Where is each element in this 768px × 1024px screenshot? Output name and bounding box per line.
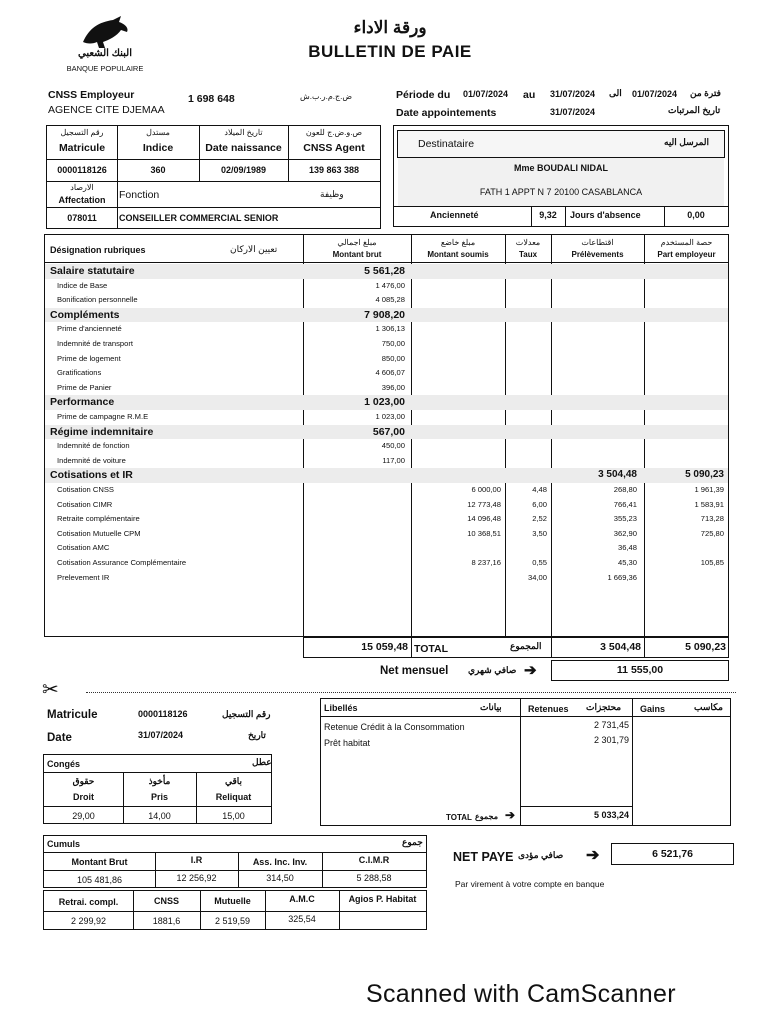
table-row bbox=[0, 556, 768, 571]
stub-date-label: Date bbox=[47, 732, 72, 744]
indice-value: 360 bbox=[150, 165, 166, 175]
table-row bbox=[0, 410, 768, 425]
recipient-name: Mme BOUDALI NIDAL bbox=[514, 163, 608, 173]
cumuls-retrai-label: Retrai. compl. bbox=[58, 897, 119, 907]
net-paye-value: 6 521,76 bbox=[652, 848, 693, 860]
row-label: Prime de Panier bbox=[57, 382, 112, 392]
affectation-value: 078011 bbox=[67, 213, 97, 223]
row-brut: 396,00 bbox=[381, 382, 405, 392]
cumuls-cimr-value: 5 288,58 bbox=[356, 873, 392, 883]
row-brut: 1 476,00 bbox=[375, 280, 405, 290]
period-au: au bbox=[523, 89, 536, 101]
appointements-value: 31/07/2024 bbox=[550, 107, 596, 117]
row-brut: 7 908,20 bbox=[364, 308, 405, 321]
cnss-employer-value: 1 698 648 bbox=[188, 93, 235, 105]
cumuls-mutuelle-value: 2 519,59 bbox=[214, 916, 251, 926]
row-label: Cotisation Assurance Complémentaire bbox=[57, 558, 187, 567]
birth-label: Date naissance bbox=[205, 142, 282, 154]
title-fr: BULLETIN DE PAIE bbox=[308, 42, 472, 61]
row-label: Indemnité de transport bbox=[57, 339, 133, 348]
absence-label: Jours d'absence bbox=[570, 210, 641, 220]
row-taux: 3,50 bbox=[532, 528, 547, 538]
matricule-value: 0000118126 bbox=[57, 165, 107, 175]
cumuls-retrai-value: 2 299,92 bbox=[70, 916, 107, 926]
row-label: Cotisation Mutuelle CPM bbox=[57, 528, 141, 538]
cumuls-cnss-value: 1881,6 bbox=[152, 916, 181, 926]
row-label: Bonification personnelle bbox=[57, 295, 138, 305]
row-brut: 1 023,00 bbox=[375, 412, 405, 421]
row-employeur: 1 583,91 bbox=[694, 499, 724, 509]
fonction-label-ar: وظيفة bbox=[320, 189, 344, 199]
conges-reliquat-ar: باقي bbox=[224, 776, 243, 786]
libelles-label-ar: بيانات bbox=[480, 702, 502, 712]
camscanner-watermark: Scanned with CamScanner bbox=[366, 980, 676, 1008]
row-employeur: 1 961,39 bbox=[694, 485, 724, 494]
row-label: Indemnité de voiture bbox=[57, 455, 126, 465]
table-section-row bbox=[0, 425, 768, 440]
total-employeur: 5 090,23 bbox=[685, 641, 726, 653]
cnss-agent-label: CNSS Agent bbox=[303, 142, 365, 154]
row-prelev: 36,48 bbox=[617, 543, 637, 553]
row-brut: 5 561,28 bbox=[364, 265, 405, 277]
row-label: Prime d'ancienneté bbox=[57, 324, 122, 334]
row-brut: 4 606,07 bbox=[375, 368, 405, 378]
header-designation-ar: تعيين الاركان bbox=[230, 244, 278, 254]
row-brut: 4 085,28 bbox=[375, 295, 405, 305]
table-row bbox=[0, 454, 768, 469]
cumuls-ir-value: 12 256,92 bbox=[176, 873, 217, 883]
net-paye-arrow-icon: ➔ bbox=[586, 847, 600, 864]
cumuls-title: Cumuls bbox=[47, 839, 81, 849]
cumuls-brut-value: 105 481,86 bbox=[76, 875, 123, 885]
scissors-icon: ✂ bbox=[42, 679, 59, 701]
destinataire-label: Destinataire bbox=[418, 138, 475, 150]
header-brut-ar: مبلغ اجمالي bbox=[337, 238, 377, 247]
conges-pris-ar: مأخوذ bbox=[148, 776, 171, 786]
header-employeur-ar: حصة المستخدم bbox=[660, 238, 713, 247]
period-ila-ar: الى bbox=[609, 88, 622, 98]
agency-name: AGENCE CITE DJEMAA bbox=[48, 104, 165, 116]
row-brut: 1 306,13 bbox=[375, 324, 405, 334]
retenues-label-ar: محتجزات bbox=[586, 702, 622, 712]
row-prelev: 3 504,48 bbox=[598, 469, 637, 481]
stub-item-retenue: 2 731,45 bbox=[593, 720, 629, 730]
table-row bbox=[0, 337, 768, 352]
row-label: Cotisations et IR bbox=[50, 469, 133, 482]
stub-matricule-value: 0000118126 bbox=[138, 709, 188, 719]
row-brut: 750,00 bbox=[381, 339, 405, 348]
stub-date-ar: تاريخ bbox=[248, 730, 266, 740]
table-row bbox=[0, 279, 768, 294]
table-section-row bbox=[0, 264, 768, 279]
table-row bbox=[0, 571, 768, 586]
cumuls-amc-value: 325,54 bbox=[288, 914, 316, 924]
indice-label-ar: مستدل bbox=[146, 128, 170, 137]
stub-item-label: Prêt habitat bbox=[324, 738, 371, 748]
conges-droit-value: 29,00 bbox=[72, 811, 95, 821]
row-employeur: 725,80 bbox=[700, 528, 724, 538]
header-prelev-ar: اقتطاعات bbox=[581, 238, 614, 247]
row-soumis: 6 000,00 bbox=[471, 485, 501, 494]
row-label: Cotisation CNSS bbox=[57, 485, 114, 494]
cumuls-brut-label: Montant Brut bbox=[71, 857, 128, 867]
table-section-row bbox=[0, 395, 768, 410]
cumuls-amc-label: A.M.C bbox=[289, 894, 315, 904]
affectation-label-ar: الارصاد bbox=[70, 183, 94, 192]
anciennete-value: 9,32 bbox=[539, 210, 557, 220]
table-row bbox=[0, 527, 768, 542]
gains-label-ar: مكاسب bbox=[694, 702, 723, 712]
destinataire-label-ar: المرسل اليه bbox=[664, 137, 710, 147]
stub-total-value: 5 033,24 bbox=[593, 810, 629, 820]
table-row bbox=[0, 512, 768, 527]
period-label-ar: فترة من bbox=[690, 88, 721, 98]
row-prelev: 1 669,36 bbox=[607, 572, 637, 582]
appointements-label: Date appointements bbox=[396, 107, 497, 119]
conges-reliquat-label: Reliquat bbox=[215, 792, 252, 802]
cumuls-ass-label: Ass. Inc. Inv. bbox=[252, 857, 308, 867]
cumuls-ass-value: 314,50 bbox=[266, 873, 294, 883]
row-soumis: 8 237,16 bbox=[471, 558, 501, 567]
row-soumis: 12 773,48 bbox=[467, 499, 501, 509]
cnss-agent-label-ar: ص.و.ض.ج للعون bbox=[305, 128, 363, 137]
cumuls-cnss-label: CNSS bbox=[153, 896, 179, 906]
total-prelev: 3 504,48 bbox=[600, 641, 641, 653]
header-prelev: Prélèvements bbox=[571, 250, 624, 259]
net-mensuel-label: Net mensuel bbox=[380, 665, 449, 677]
row-label: Salaire statutaire bbox=[50, 265, 135, 277]
stub-date-value: 31/07/2024 bbox=[138, 730, 184, 740]
row-brut: 850,00 bbox=[381, 353, 405, 363]
total-brut: 15 059,48 bbox=[361, 641, 408, 653]
row-label: Cotisation CIMR bbox=[57, 499, 113, 509]
table-row bbox=[0, 541, 768, 556]
row-brut: 450,00 bbox=[381, 441, 405, 451]
birth-label-ar: تاريخ الميلاد bbox=[224, 128, 263, 137]
row-brut: 1 023,00 bbox=[364, 396, 405, 409]
stub-item-label: Retenue Crédit à la Consommation bbox=[324, 722, 465, 732]
cumuls-cimr-label: C.I.M.R bbox=[358, 855, 390, 865]
row-taux: 34,00 bbox=[527, 572, 547, 582]
period-to: 31/07/2024 bbox=[550, 89, 596, 99]
cut-line bbox=[86, 692, 736, 693]
row-taux: 4,48 bbox=[532, 485, 547, 494]
table-row bbox=[0, 498, 768, 513]
row-label: Gratifications bbox=[57, 368, 102, 378]
row-employeur: 105,85 bbox=[700, 558, 724, 567]
stub-arrow-icon: ➔ bbox=[505, 808, 516, 822]
conges-droit-label: Droit bbox=[73, 792, 94, 802]
table-row bbox=[0, 293, 768, 308]
header-taux-ar: معدلات bbox=[515, 238, 541, 247]
indice-label: Indice bbox=[142, 142, 174, 154]
retenues-label: Retenues bbox=[528, 704, 569, 714]
matricule-label-ar: رقم التسجيل bbox=[60, 128, 104, 137]
row-label: Performance bbox=[50, 396, 115, 409]
matricule-label: Matricule bbox=[58, 142, 106, 154]
period-from: 01/07/2024 bbox=[463, 89, 509, 99]
table-row bbox=[0, 352, 768, 367]
row-taux: 0,55 bbox=[532, 558, 547, 567]
header-designation: Désignation rubriques bbox=[50, 245, 146, 255]
fonction-value: CONSEILLER COMMERCIAL SENIOR bbox=[119, 213, 279, 223]
bank-name-fr: BANQUE POPULAIRE bbox=[66, 64, 144, 73]
appointements-label-ar: تاريخ المرتبات bbox=[668, 105, 721, 115]
net-paye-label-ar: صافي مؤدى bbox=[518, 850, 564, 860]
cumuls-ir-label: I.R bbox=[190, 855, 203, 865]
recipient-address: FATH 1 APPT N 7 20100 CASABLANCA bbox=[479, 187, 643, 197]
row-brut: 567,00 bbox=[372, 425, 405, 438]
total-label-ar: المجموع bbox=[510, 641, 542, 651]
stub-total-label-ar: مجموع bbox=[475, 812, 498, 821]
cnss-agent-value: 139 863 388 bbox=[308, 165, 360, 175]
anciennete-label: Ancienneté bbox=[430, 210, 479, 220]
row-employeur: 5 090,23 bbox=[685, 469, 724, 481]
total-label: TOTAL bbox=[414, 643, 449, 655]
table-row bbox=[0, 483, 768, 498]
bank-name-ar: البنك الشعبي bbox=[78, 48, 132, 59]
title-ar: ورقة الاداء bbox=[353, 18, 427, 37]
conges-title-ar: عطل bbox=[252, 757, 272, 767]
stub-matricule-label: Matricule bbox=[47, 709, 98, 721]
row-label: Compléments bbox=[50, 308, 120, 321]
row-label: Régime indemnitaire bbox=[50, 425, 154, 438]
conges-reliquat-value: 15,00 bbox=[222, 811, 245, 821]
table-row bbox=[0, 439, 768, 454]
table-row bbox=[0, 381, 768, 396]
row-prelev: 268,80 bbox=[613, 485, 637, 494]
cumuls-agios-label: Agios P. Habitat bbox=[348, 894, 417, 904]
birth-value: 02/09/1989 bbox=[220, 165, 267, 175]
row-label: Cotisation AMC bbox=[57, 543, 110, 553]
conges-title: Congés bbox=[47, 759, 81, 769]
fonction-label: Fonction bbox=[119, 189, 160, 201]
conges-pris-value: 14,00 bbox=[148, 811, 171, 821]
cnss-employer-label: CNSS Employeur bbox=[48, 89, 135, 101]
row-label: Indemnité de fonction bbox=[57, 441, 130, 451]
header-soumis: Montant soumis bbox=[427, 250, 489, 259]
row-label: Indice de Base bbox=[57, 280, 108, 290]
row-brut: 117,00 bbox=[382, 455, 405, 465]
row-label: Prime de logement bbox=[57, 353, 121, 363]
row-prelev: 355,23 bbox=[613, 514, 637, 524]
row-label: Prelevement IR bbox=[57, 572, 110, 582]
row-soumis: 10 368,51 bbox=[467, 528, 501, 538]
net-mensuel-label-ar: صافي شهري bbox=[468, 665, 517, 675]
conges-pris-label: Pris bbox=[150, 792, 168, 802]
row-label: Retraite complémentaire bbox=[57, 514, 140, 524]
stub-item-retenue: 2 301,79 bbox=[593, 735, 629, 745]
row-taux: 2,52 bbox=[532, 514, 547, 524]
header-soumis-ar: مبلغ خاضع bbox=[440, 238, 476, 247]
stub-total-label: TOTAL bbox=[446, 813, 472, 822]
stub-matricule-ar: رقم التسجيل bbox=[222, 709, 271, 719]
row-prelev: 362,90 bbox=[613, 528, 637, 538]
row-label: Prime de campagne R.M.E bbox=[57, 412, 149, 421]
table-row bbox=[0, 322, 768, 337]
cumuls-title-ar: جموع bbox=[402, 837, 423, 847]
table-section-row bbox=[0, 308, 768, 323]
net-mensuel-value: 11 555,00 bbox=[616, 664, 664, 676]
row-soumis: 14 096,48 bbox=[467, 514, 501, 524]
row-prelev: 766,41 bbox=[613, 499, 637, 509]
header-employeur: Part employeur bbox=[657, 250, 716, 259]
row-employeur: 713,28 bbox=[700, 514, 724, 524]
header-taux: Taux bbox=[518, 250, 538, 259]
affectation-label: Affectation bbox=[58, 195, 106, 205]
absence-value: 0,00 bbox=[687, 210, 705, 220]
period-label: Période du bbox=[396, 89, 451, 101]
row-prelev: 45,30 bbox=[617, 558, 637, 567]
bank-logo bbox=[55, 14, 155, 74]
table-section-row bbox=[0, 468, 768, 483]
row-taux: 6,00 bbox=[532, 499, 547, 509]
arrow-icon: ➔ bbox=[524, 662, 537, 679]
gains-label: Gains bbox=[640, 704, 666, 714]
header-brut: Montant brut bbox=[332, 250, 382, 259]
conges-droit-ar: حقوق bbox=[72, 776, 95, 786]
period-from-ar: 01/07/2024 bbox=[632, 89, 678, 99]
cumuls-mutuelle-label: Mutuelle bbox=[214, 896, 251, 906]
table-row bbox=[0, 366, 768, 381]
libelles-label: Libellés bbox=[324, 703, 358, 713]
net-paye-label: NET PAYE bbox=[453, 850, 514, 864]
cnss-employer-label-ar: ض.ج.م.ر.ب.ش bbox=[300, 92, 353, 101]
net-paye-note: Par virement à votre compte en banque bbox=[455, 879, 605, 889]
